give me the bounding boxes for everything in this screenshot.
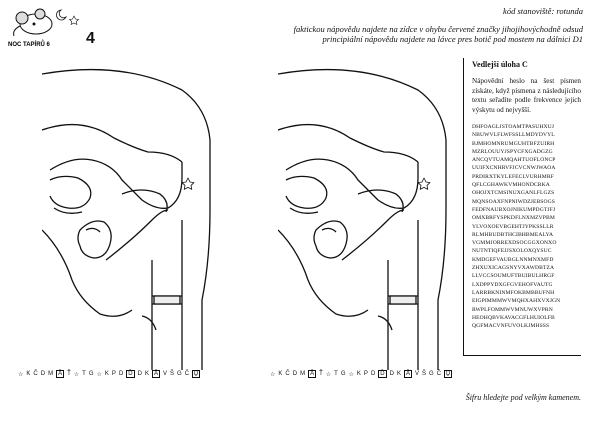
cipher-letter: Č (184, 371, 190, 377)
side-task-description: Nápovědní heslo na šest písmen získáte, když písmena z následujícího textu seřadíte podle frekvence jejich výskytu od nejvyšší. (472, 77, 581, 114)
star-icon: ☆ (325, 371, 332, 378)
cipher-letter: G (88, 371, 94, 377)
cipher-letter: T (334, 371, 338, 377)
cipher-letter: K (356, 371, 361, 377)
cipher-letter: K (26, 371, 31, 377)
cipher-letter: M (300, 371, 306, 377)
star-icon: ☆ (96, 371, 102, 378)
cipher-letter: Š (422, 371, 427, 377)
cipher-letter-boxed: Ǎ (58, 371, 63, 377)
cipher-letter: D (40, 371, 46, 377)
cipher-letter: D (292, 371, 298, 377)
factual-hint: faktickou nápovědu najdete na zídce v ohybu červené značky jihojihovýchodně odsud (293, 24, 583, 34)
cipher-letter-boxed: Ḏ (446, 371, 451, 377)
page-number: 4 (86, 30, 95, 47)
tapir-logo (6, 4, 94, 48)
cipher-letter-boxed: Ḏ (194, 371, 199, 377)
cipher-letter: K (396, 371, 401, 377)
cipher-letter: K (278, 371, 283, 377)
side-task-panel (463, 58, 581, 356)
side-task-title: Vedlejší úloha C (472, 60, 528, 69)
cipher-letter-boxed: Ǎ (153, 371, 158, 377)
site-code: kód stanoviště: rotunda (503, 6, 583, 16)
cipher-letter: Č (33, 371, 38, 377)
cipher-strip-left (18, 367, 200, 381)
cipher-letter: Š (170, 371, 175, 377)
vocal-tract-diagram-left (42, 60, 232, 370)
logo-text: NOC TAPÍRŮ 6 (8, 42, 50, 48)
letter-grid: DHFOAGLJSTOAMTPASUHXUJ NBUWVLFLWFSSLLMDYDVYL BJMHOMNRUMGUHTBFZUIRH MZRLOUUYJSPYCFXGADGZG ANCQVTUAMQAHTUOFLONCP UUIFXCNHRVFJCVCNWJWAOA PRDIRXTKYLEFECLVURHMRF QFLCGHAWKVMHONDCRKA OHOJXTCMSINUXGANLFLGZS MQNSOAXFNPNIWDZJEBSOGS FEDFNAUBXOJNIKUMPDGTJFJ OMXBRFYSPKDFLNXMZVPBM YLVOXOEVBGEHTJYPKSSLLR RLMHBUDBTHCIBHBMEALYA VGMMJORREXDSOCGGXONXO NUTNTIQFEJJSXOLOXQYSUC KMDGEFVAUBGLNNMNXMFD ZHXUXICAGSNYVXAWDBTZA LLVCCSOUMUFTBUIBULHRGF LXDPPYDXGFGVEHOFVAUTG LARRBKNINMFOKBMBBUFNH EIGPIMMMWVMQHXAHXVXJGN RWPLFOMMWVMNUWXVPRN HEOHQBVKAVACGFLHUIOLFB QGFMACVNFUVOLKJMHSSS (472, 124, 561, 330)
cipher-letter: D (118, 371, 124, 377)
cipher-strip-right (270, 367, 452, 381)
cipher-letter: G (429, 371, 434, 377)
cipher-letter: Č (285, 371, 290, 377)
vocal-tract-diagram-right (278, 60, 468, 370)
star-icon: ☆ (270, 371, 276, 378)
cipher-letter: G (177, 371, 182, 377)
cipher-letter: D (370, 371, 376, 377)
principal-hint: principiální nápovědu najdete na lávce pres botič pod mostem na dálnici D1 (322, 34, 583, 44)
cipher-letter: P (111, 371, 116, 377)
cipher-letter: G (340, 371, 346, 377)
cipher-letter: M (48, 371, 54, 377)
cipher-letter: D (389, 371, 394, 377)
cipher-letter: D (137, 371, 142, 377)
star-icon: ☆ (18, 371, 24, 378)
cipher-letter: P (363, 371, 368, 377)
cipher-letter-boxed: Ǎ (310, 371, 315, 377)
star-icon: ☆ (73, 371, 80, 378)
cipher-letter: V (415, 371, 420, 377)
cipher-letter-boxed: Ď (128, 371, 133, 377)
cipher-letter: Ť (319, 371, 323, 377)
cipher-letter-boxed: Ď (380, 371, 385, 377)
footer-note: Šifru hledejte pod velkým kamenem. (465, 393, 581, 402)
cipher-letter: T (82, 371, 86, 377)
cipher-letter: Ť (67, 371, 71, 377)
cipher-letter: V (163, 371, 168, 377)
cipher-letter: K (104, 371, 109, 377)
cipher-letter-boxed: Ǎ (405, 371, 410, 377)
cipher-letter: K (144, 371, 149, 377)
cipher-letter: Č (436, 371, 442, 377)
star-icon: ☆ (348, 371, 354, 378)
